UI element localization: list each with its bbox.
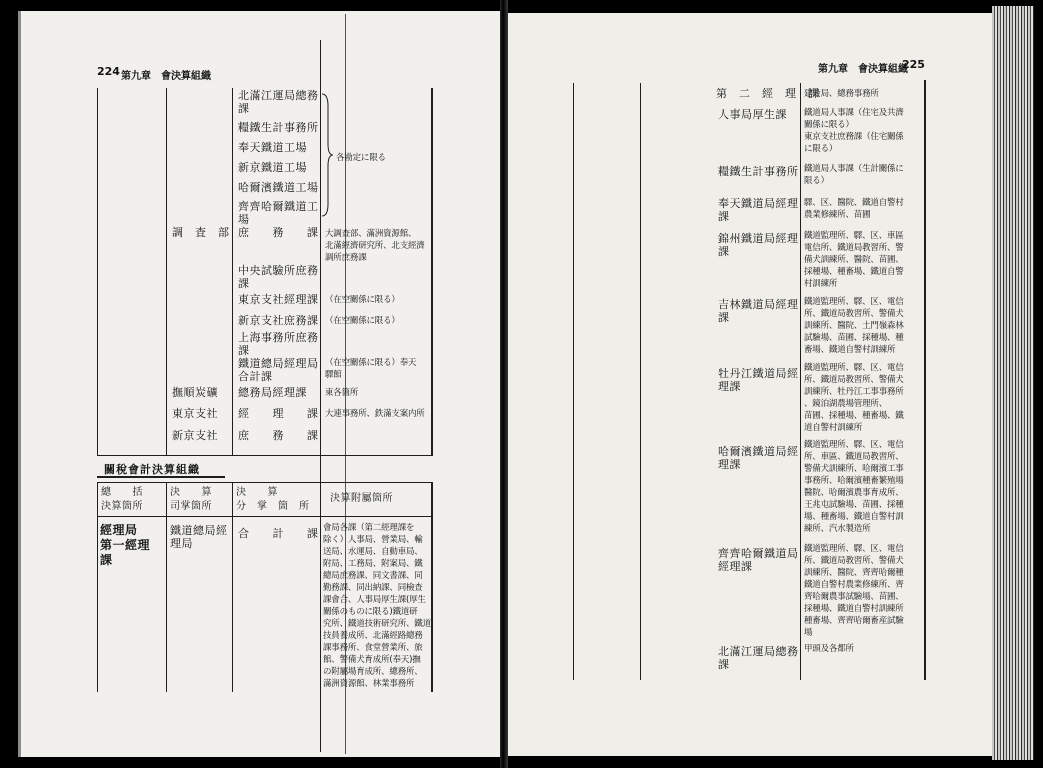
table-cell-unit: 經 理 課: [238, 407, 319, 420]
table-cell-unit: 人事局厚生課: [718, 108, 787, 121]
table-cell-unit: 新京支社庶務課: [238, 314, 319, 327]
table-rule: [431, 482, 433, 692]
table-cell-unit: 哈爾濱鐵道局經 理課: [718, 445, 799, 471]
book-spine: [500, 0, 508, 768]
page-number-left: 224: [97, 65, 120, 78]
table-cell-unit: 第 二 經 理 課: [716, 87, 820, 100]
column-header-control: 決 算 司掌箇所: [170, 487, 212, 512]
table-cell-unit: 糧鐵生計事務所: [238, 121, 319, 134]
table-cell-unit: 奉天鐵道工場: [238, 141, 307, 154]
table-rule: [573, 83, 574, 680]
table-rule: [924, 80, 926, 680]
table-rule: [800, 83, 801, 680]
table-cell-division: 合 計 課: [238, 527, 319, 540]
table-cell-general: 經理局 第一經理 課: [100, 523, 151, 567]
table-cell-unit: 吉林鐵道局經理 課: [718, 298, 799, 324]
table-cell-unit: 齊齊哈爾鐵道工 場: [238, 200, 319, 226]
page-number-right: 225: [902, 58, 925, 71]
table-cell-attached: 會局各課（第二經理課を 除く）人事局、營業局、輸 送局、水運局、自動車局、 附局、工務局、附案局、鐵 總局庶務課、同文書課、同 勤務課、同出納課、同檢查 課會合、人事局厚生課(厚生 關係のものに限る)鐵道研 究所、鐵道技術研究所、鐵道 技員養成所、北滿經路總務 課事務所、食堂營業所、旅 館、警備犬育成所(奉天)撫 の附屬場育成所、總務所、 滿洲資源館、林業事務所: [323, 523, 431, 689]
table-cell-note: 鐵道監理所、驛、区、電信 所、鐵道局教習所、警備犬 訓練所、牡丹江工事事務所 、鏡泊湖農場管理所、 苗圃、採種場、種畜場、鐵 道自警村訓練所: [804, 363, 904, 433]
table-cell-unit: 糧鐵生計事務所: [718, 165, 799, 178]
table-cell-unit: 中央試驗所庶務 課: [238, 264, 319, 290]
table-cell-dept: 東京支社: [172, 407, 218, 420]
running-head-right: 第九章 會決算組織: [818, 64, 908, 75]
table-cell-note: 建設局、總務事務所: [804, 89, 879, 99]
table-cell-dept: 調 査 部: [172, 226, 230, 239]
table-cell-note: 鐵道監理所、驛、区、車區 電信所、鐵道局教習所、警 備犬訓練所、醫院、苗圃、 採種場、種畜場、鐵道自警 村訓練所: [804, 231, 904, 289]
table-cell-note: 鐵道局人事課（住宅及共濟 關係に限る） 東京支社庶務課（住宅關係 に限る）: [804, 108, 904, 154]
table-rule: [97, 516, 433, 517]
table-cell-unit: 庶 務 課: [238, 429, 319, 442]
table-cell-unit: 總務局經理課: [238, 386, 307, 399]
table-rule: [97, 482, 433, 483]
section-title-underline: [97, 476, 225, 478]
table-rule: [232, 88, 233, 455]
table-cell-unit: 北滿江運局總務 課: [238, 89, 319, 115]
section-title: 關稅會計決算組織: [104, 463, 200, 476]
table-cell-unit: 哈爾濱鐵道工場: [238, 181, 319, 194]
table-cell-dept: 撫順炭礦: [172, 386, 218, 399]
brace-mark: [320, 92, 334, 218]
table-rule: [97, 88, 98, 455]
table-cell-note: 鐵道局人事課（生計關係に 限る）: [804, 164, 904, 186]
table-rule: [166, 482, 167, 692]
table-cell-control: 鐵道總局經 理局: [170, 524, 228, 550]
page-stack-edge: [992, 6, 1034, 760]
table-rule: [97, 482, 98, 692]
table-cell-dept: 新京支社: [172, 429, 218, 442]
table-cell-unit: 北滿江運局總務 課: [718, 645, 799, 671]
table-cell-note: （在空關係に限る）: [325, 295, 400, 305]
table-cell-note: 驛、区、醫院、鐵道自警村 農業修練所、苗圃: [804, 198, 904, 220]
running-head-left: 第九章 會決算組織: [121, 71, 211, 82]
table-cell-unit: 庶 務 課: [238, 226, 319, 239]
table-rule: [97, 455, 433, 456]
table-cell-unit: 錦州鐵道局經理 課: [718, 232, 799, 258]
column-header-division: 決 算 分 掌 箇 所: [236, 487, 310, 512]
table-cell-note: 鐵道監理所、驛、区、電信 所、鐵道局教習所、警備犬 訓練所、醫院、齊齊哈爾種 鐵道自警村農業修練所、齊 齊哈爾農事試驗場、苗圃、 採種場、鐵道自警村訓練所 種畜場、齊齊哈爾畜産試驗 場: [804, 544, 904, 638]
table-cell-unit: 東京支社經理課: [238, 293, 319, 306]
table-cell-unit: 牡丹江鐵道局經 理課: [718, 367, 799, 393]
table-cell-note: （在空關係に限る）奉天 驛館: [325, 358, 417, 380]
column-header-general: 總 括 決算箇所: [101, 487, 143, 512]
table-rule: [232, 482, 233, 692]
table-cell-note: （在空關係に限る）: [325, 316, 400, 326]
table-cell-unit: 新京鐵道工場: [238, 161, 307, 174]
table-cell-note: 大調查部、滿洲資源館、 北滿經濟研究所、北支經濟 調所庶務課: [325, 229, 425, 263]
left-page-edge: [18, 11, 21, 757]
table-cell-note: 鐵道監理所、驛、区、電信 所、鐵道局教習所、警備犬 訓練所、醫院、土門嶺森林 試驗場、苗圃、採種場、種 畜場、鐵道自警村訓練所: [804, 297, 904, 355]
table-cell-note: 甲頭及各都所: [804, 644, 854, 654]
table-rule: [166, 88, 167, 455]
table-cell-unit: 奉天鐵道局經理 課: [718, 197, 799, 223]
table-rule: [640, 83, 641, 680]
table-cell-unit: 齊齊哈爾鐵道局 經理課: [718, 547, 799, 573]
table-cell-note: 東各箇所: [325, 388, 359, 398]
table-rule: [431, 88, 433, 456]
brace-note: 各勘定に限る: [336, 153, 386, 163]
table-cell-note: 大連事務所、鉄滿支案内所: [325, 409, 425, 419]
table-cell-unit: 鐵道總局經理局 合計課: [238, 357, 319, 383]
column-header-attached: 決算附屬箇所: [330, 493, 393, 504]
table-cell-note: 鐵道監理所、驛、区、電信 所、車區、鐵道局教習所、 警備犬訓練所、哈爾濱工事 事務所、哈爾濱種畜繁殖場 醫院、哈爾濱農事育成所、 王兆屯試驗場、苗圃、採種 場、種畜場、鐵道自警村訓 練所、汽水製造所: [804, 440, 904, 534]
table-cell-unit: 上海事務所庶務 課: [238, 331, 319, 357]
